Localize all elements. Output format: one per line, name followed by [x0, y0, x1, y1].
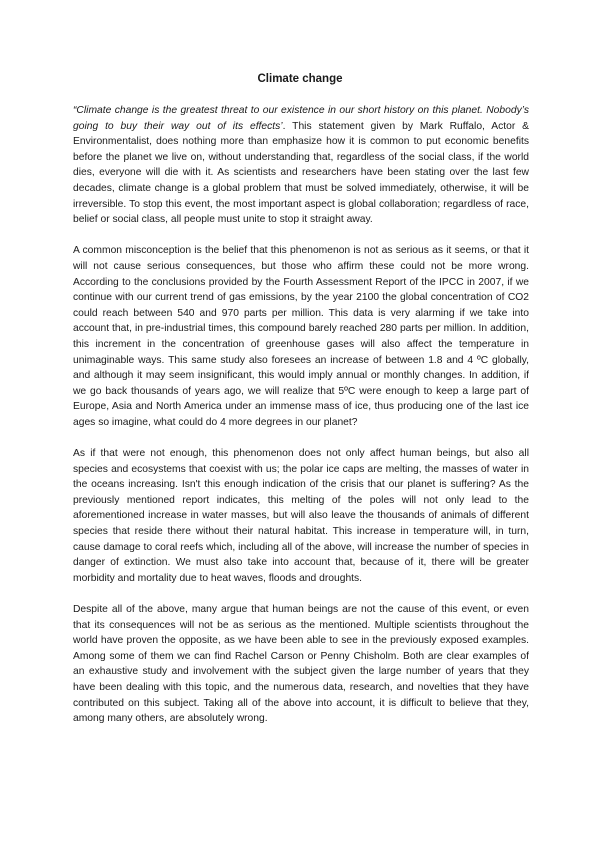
paragraph-2: A common misconception is the belief that this phenomenon is not as serious as it seems, or that it will not cause serious consequences, but those who affirm these could not be more wrong. According to the conclusions provided by the Fourth Assessment Report of the IPCC in 2007, if we continue with our current trend of gas emissions, by the year 2100 the global concentration of CO2 could reach between 540 and 970 parts per million. This data is very alarming if we take into account that, in pre-industrial times, this compound barely reached 280 parts per million. In addition, this increment in the concentration of greenhouse gases will also affect the temperature in unimaginable ways. This same study also foresees an increase of between 1.8 and 4 ºC globally, and although it may seem insignificant, this would imply annual or monthly changes. In addition, if we go back thousands of years ago, we will realize that 5ºC were enough to keep a large part of Europe, Asia and North America under an immense mass of ice, thus producing one of the last ice ages so imagine, what could do 4 more degrees in our planet?: [73, 245, 529, 428]
paragraph-3: As if that were not enough, this phenomenon does not only affect human beings, but also all species and ecosystems that coexist with us; the polar ice caps are melting, the masses of water in the oceans increasing. Isn't this enough indication of the crisis that our planet is suffering? As the previously mentioned report indicates, this melting of the poles will not only lead to the aforementioned increase in water masses, but will also leave the thousands of animals of different species that reside there without their natural habitat. This increase in temperature will, in turn, cause damage to coral reefs which, including all of the above, will increase the number of species in danger of extinction. We must also take into account that, because of it, there will be greater morbidity and mortality due to heat waves, floods and droughts.: [73, 448, 529, 584]
paragraph-4: Despite all of the above, many argue that human beings are not the cause of this event, or even that its consequences will not be as serious as the mentioned. Multiple scientists throughout the world have proven the opposite, as we have been able to see in the previously exposed examples. Among some of them we can find Rachel Carson or Penny Chisholm. Both are clear examples of an exhaustive study and involvement with the subject given the large number of years that they have been dealing with this topic, and the numerous data, research, and novelties that they have contributed on this subject. Taking all of the above into account, it is difficult to believe that they, among many others, are absolutely wrong.: [73, 604, 529, 725]
page-title: Climate change: [257, 73, 343, 85]
document-body: [73, 103, 529, 742]
opening-quote: “Climate change is the greatest threat to our existence in our short history on this planet. Nobody’s going to buy their way out of its effects’: [73, 105, 529, 132]
paragraph-1: [73, 103, 529, 228]
paragraph-1-text: . This statement given by Mark Ruffalo, Actor & Environmentalist, does nothing more than emphasize how it is common to put economic benefits before the planet we live on, without understanding that, regardless of the social class, if the world dies, everyone will die with it. As scientists and researchers have been stating over the last few decades, climate change is a global problem that must be solved immediately, otherwise, it will be irreversible. To stop this event, the most important aspect is global collaboration; regardless of race, belief or social class, all people must unite to stop it straight away.: [73, 120, 530, 226]
